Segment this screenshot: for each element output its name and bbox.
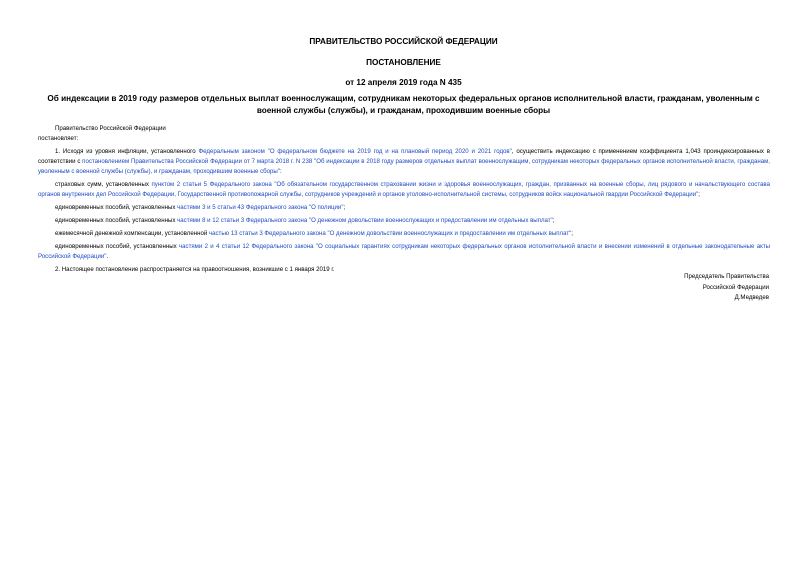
paragraph-police [38, 203, 770, 213]
paragraph-allowance-benefits-text-b: ; [552, 217, 555, 224]
paragraph-monthly-compensation [38, 229, 770, 239]
paragraph-social-guarantees-text-a: единовременных пособий, установленных [55, 243, 179, 250]
paragraph-allowance-benefits-text-a: единовременных пособий, установленных [55, 217, 178, 224]
decree-line: постановляет: [38, 135, 79, 142]
paragraph-insurance-text-a: страховых сумм, установленных [55, 181, 152, 188]
resolution-238-link[interactable]: постановлением Правительства Российской Федерации от 7 марта 2018 г. N 238 "Об индексации в 2018 году размеров отдельных выплат военнослужащим, сотрудникам некоторых федеральных органов исполнительной власти, гражданам, уволенным с военной службы (службы), и гражданам, проходившим военные сборы" [38, 158, 770, 175]
document-type: ПОСТАНОВЛЕНИЕ [366, 58, 441, 67]
allowance-law-link-2[interactable]: частью 13 статьи 3 Федерального закона "О денежном довольствии военнослужащих и предоставлении им отдельных выплат" [208, 230, 572, 237]
paragraph-1 [38, 147, 770, 177]
paragraph-2: 2. Настоящее постановление распространяется на правоотношения, возникшие с 1 января 2019 г. [55, 266, 335, 273]
paragraph-social-guarantees [38, 242, 770, 262]
paragraph-allowance-benefits [38, 216, 770, 226]
insurance-law-link[interactable]: пунктом 2 статьи 5 Федерального закона "Об обязательном государственном страховании жизни и здоровья военнослужащих, граждан, призванных на военные сборы, лиц рядового и начальствующего состава органов внутренних дел Российской Федерации, Государственной противопожарной службы, сотрудников учреждений и органов уголовно-исполнительной системы, сотрудников войск национальной гвардии Российской Федерации" [38, 181, 770, 198]
signature-block [684, 272, 769, 304]
paragraph-monthly-compensation-text-a: ежемесячной денежной компенсации, установленной [55, 230, 209, 237]
allowance-law-link-1[interactable]: частями 8 и 12 статьи 3 Федерального закона "О денежном довольствии военнослужащих и предоставлении им отдельных выплат" [177, 217, 553, 224]
paragraph-insurance-text-b: ; [698, 191, 700, 198]
signature-title-line-1: Председатель Правительства [684, 273, 769, 280]
police-law-link[interactable]: частями 3 и 5 статьи 43 Федерального закона "О полиции" [177, 204, 344, 211]
paragraph-1-text-a: 1. Исходя из уровня инфляции, установленного [55, 148, 199, 155]
document-title: Об индексации в 2019 году размеров отдельных выплат военнослужащим, сотрудникам некоторых федеральных органов исполнительной власти, гражданам, уволенным с военной службы (службы), и гражданам, проходившим военные сборы [47, 94, 760, 115]
document-date-number: от 12 апреля 2019 года N 435 [345, 78, 462, 87]
signature-title-line-2: Российской Федерации [702, 283, 769, 291]
signature-name: Д.Медведев [734, 294, 769, 301]
intro-line: Правительство Российской Федерации [55, 125, 166, 132]
budget-law-link[interactable]: Федеральным законом "О федеральном бюджете на 2019 год и на плановый период 2020 и 2021 годов" [198, 148, 512, 155]
paragraph-social-guarantees-text-b: . [106, 253, 109, 260]
paragraph-police-text-a: единовременных пособий, установленных [55, 204, 178, 211]
document-body [38, 124, 770, 275]
paragraph-1-text-b: , осуществить индексацию с применением коэффициента 1,043 проиндексированных в соответствии с [38, 148, 770, 165]
paragraph-police-text-b: ; [343, 204, 346, 211]
paragraph-1-text-c: : [279, 168, 282, 175]
paragraph-insurance [38, 180, 770, 200]
social-guarantees-law-link[interactable]: частями 2 и 4 статьи 12 Федерального закона "О социальных гарантиях сотрудникам некоторых федеральных органов исполнительной власти и внесении изменений в отдельные законодательные акты Российской Федерации" [38, 243, 770, 260]
government-header: ПРАВИТЕЛЬСТВО РОССИЙСКОЙ ФЕДЕРАЦИИ [309, 37, 498, 46]
paragraph-monthly-compensation-text-b: ; [571, 230, 573, 237]
